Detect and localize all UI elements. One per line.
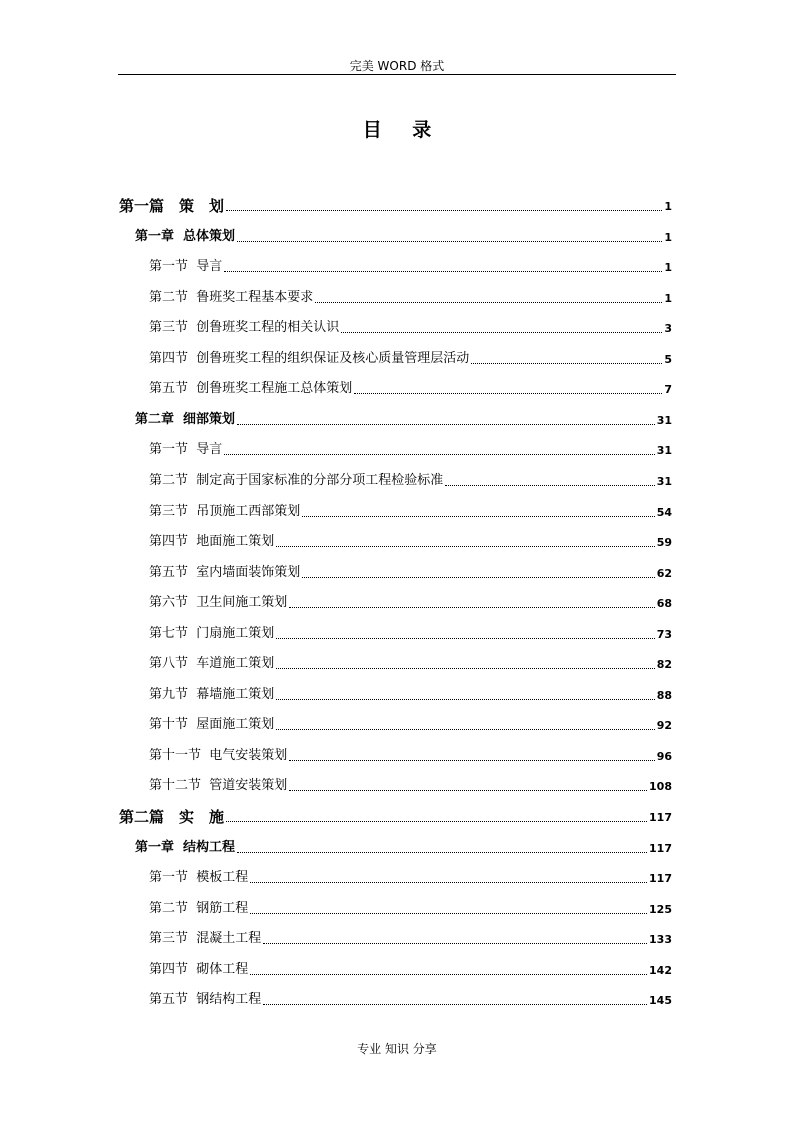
- toc-dot-leader: [315, 302, 662, 303]
- toc-entry-section[interactable]: [149, 929, 672, 949]
- toc-entry-page-number: 96: [656, 750, 672, 763]
- toc-dot-leader: [276, 546, 654, 547]
- toc-dot-leader: [276, 668, 654, 669]
- toc-entry-section[interactable]: [149, 379, 672, 399]
- toc-dot-leader: [224, 271, 662, 272]
- toc-entry-chapter[interactable]: [135, 410, 672, 430]
- toc-dot-leader: [250, 913, 647, 914]
- toc-dot-leader: [276, 699, 654, 700]
- toc-entry-label: 第五节 钢结构工程: [149, 992, 262, 1007]
- toc-dot-leader: [237, 241, 662, 242]
- toc-entry-section[interactable]: [149, 746, 672, 766]
- toc-entry-page-number: 3: [664, 322, 672, 335]
- toc-entry-label: 第九节 幕墙施工策划: [149, 687, 275, 702]
- toc-entry-section[interactable]: [149, 318, 672, 338]
- toc-entry-chapter[interactable]: [135, 838, 672, 858]
- toc-entry-section[interactable]: [149, 868, 672, 888]
- toc-dot-leader: [341, 332, 662, 333]
- toc-entry-page-number: 5: [664, 353, 672, 366]
- toc-dot-leader: [263, 943, 647, 944]
- toc-entry-label: 第十一节 电气安装策划: [149, 748, 288, 763]
- toc-dot-leader: [354, 393, 662, 394]
- toc-entry-label: 第二章 细部策划: [135, 412, 236, 427]
- toc-entry-section[interactable]: [149, 960, 672, 980]
- toc-entry-section[interactable]: [149, 502, 672, 522]
- toc-entry-section[interactable]: [149, 685, 672, 705]
- toc-entry-label: 第四节 砌体工程: [149, 962, 249, 977]
- toc-entry-page-number: 145: [649, 994, 672, 1007]
- toc-entry-page-number: 31: [656, 444, 672, 457]
- toc-entry-page-number: 31: [656, 475, 672, 488]
- toc-dot-leader: [250, 974, 647, 975]
- toc-dot-leader: [289, 607, 654, 608]
- toc-dot-leader: [224, 454, 654, 455]
- toc-entry-page-number: 62: [656, 567, 672, 580]
- toc-entry-part[interactable]: [119, 196, 672, 216]
- toc-entry-section[interactable]: [149, 990, 672, 1010]
- toc-entry-page-number: 7: [664, 383, 672, 396]
- toc-entry-page-number: 125: [649, 903, 672, 916]
- toc-entry-page-number: 88: [656, 689, 672, 702]
- toc-entry-section[interactable]: [149, 899, 672, 919]
- toc-entry-label: 第一节 模板工程: [149, 870, 249, 885]
- toc-entry-section[interactable]: [149, 288, 672, 308]
- toc-entry-label: 第三节 混凝土工程: [149, 931, 262, 946]
- toc-entry-label: 第三节 创鲁班奖工程的相关认识: [149, 320, 340, 335]
- toc-dot-leader: [289, 760, 654, 761]
- toc-entry-label: 第一节 导言: [149, 259, 223, 274]
- toc-dot-leader: [237, 424, 655, 425]
- toc-entry-page-number: 73: [656, 628, 672, 641]
- toc-entry-label: 第七节 门扇施工策划: [149, 626, 275, 641]
- toc-entry-section[interactable]: [149, 349, 672, 369]
- toc-entry-page-number: 59: [656, 536, 672, 549]
- toc-dot-leader: [226, 821, 647, 822]
- toc-dot-leader: [237, 852, 647, 853]
- toc-entry-page-number: 1: [664, 231, 672, 244]
- toc-entry-chapter[interactable]: [135, 227, 672, 247]
- toc-entry-label: 第十节 屋面施工策划: [149, 717, 275, 732]
- toc-dot-leader: [471, 363, 662, 364]
- toc-entry-section[interactable]: [149, 593, 672, 613]
- toc-entry-page-number: 1: [664, 200, 672, 213]
- toc-entry-label: 第一节 导言: [149, 442, 223, 457]
- toc-dot-leader: [263, 1004, 647, 1005]
- toc-entry-page-number: 1: [664, 292, 672, 305]
- page-footer: 专业 知识 分享: [357, 1042, 437, 1056]
- toc-entry-section[interactable]: [149, 532, 672, 552]
- toc-entry-section[interactable]: [149, 776, 672, 796]
- toc-entry-page-number: 31: [656, 414, 672, 427]
- toc-dot-leader: [276, 729, 654, 730]
- toc-entry-page-number: 92: [656, 719, 672, 732]
- toc-entry-label: 第三节 吊顶施工西部策划: [149, 504, 301, 519]
- toc-dot-leader: [226, 210, 662, 211]
- toc-entry-page-number: 68: [656, 597, 672, 610]
- toc-entry-page-number: 117: [649, 872, 672, 885]
- toc-entry-label: 第四节 创鲁班奖工程的组织保证及核心质量管理层活动: [149, 351, 470, 366]
- toc-entry-page-number: 1: [664, 261, 672, 274]
- toc-entry-label: 第十二节 管道安装策划: [149, 778, 288, 793]
- toc-dot-leader: [276, 638, 654, 639]
- toc-dot-leader: [445, 485, 654, 486]
- toc-entry-page-number: 133: [649, 933, 672, 946]
- toc-entry-label: 第一章 结构工程: [135, 840, 236, 855]
- toc-entry-page-number: 117: [649, 842, 672, 855]
- toc-dot-leader: [302, 577, 654, 578]
- toc-entry-page-number: 82: [656, 658, 672, 671]
- toc-entry-label: 第六节 卫生间施工策划: [149, 595, 288, 610]
- toc-entry-label: 第一章 总体策划: [135, 229, 236, 244]
- toc-entry-label: 第五节 创鲁班奖工程施工总体策划: [149, 381, 353, 396]
- toc-entry-section[interactable]: [149, 440, 672, 460]
- toc-entry-page-number: 54: [656, 506, 672, 519]
- toc-entry-label: 第二节 鲁班奖工程基本要求: [149, 290, 314, 305]
- toc-entry-label: 第二篇 实 施: [119, 808, 225, 826]
- toc-entry-page-number: 117: [649, 811, 672, 824]
- toc-entry-section[interactable]: [149, 624, 672, 644]
- toc-entry-label: 第八节 车道施工策划: [149, 656, 275, 671]
- toc-entry-label: 第二节 制定高于国家标准的分部分项工程检验标准: [149, 473, 444, 488]
- toc-entry-section[interactable]: [149, 471, 672, 491]
- toc-dot-leader: [289, 790, 647, 791]
- toc-entry-page-number: 142: [649, 964, 672, 977]
- toc-entry-section[interactable]: [149, 563, 672, 583]
- toc-entry-label: 第四节 地面施工策划: [149, 534, 275, 549]
- toc-dot-leader: [250, 882, 647, 883]
- toc-entry-page-number: 108: [649, 780, 672, 793]
- toc-entry-label: 第五节 室内墙面装饰策划: [149, 565, 301, 580]
- toc-entry-label: 第二节 钢筋工程: [149, 901, 249, 916]
- toc-entry-section[interactable]: [149, 257, 672, 277]
- toc-entry-section[interactable]: [149, 654, 672, 674]
- page-header: 完美 WORD 格式: [349, 59, 445, 73]
- page-title: 目 录: [362, 119, 444, 141]
- toc-entry-part[interactable]: [119, 807, 672, 827]
- toc-entry-section[interactable]: [149, 715, 672, 735]
- toc-dot-leader: [302, 516, 654, 517]
- toc-entry-label: 第一篇 策 划: [119, 197, 225, 215]
